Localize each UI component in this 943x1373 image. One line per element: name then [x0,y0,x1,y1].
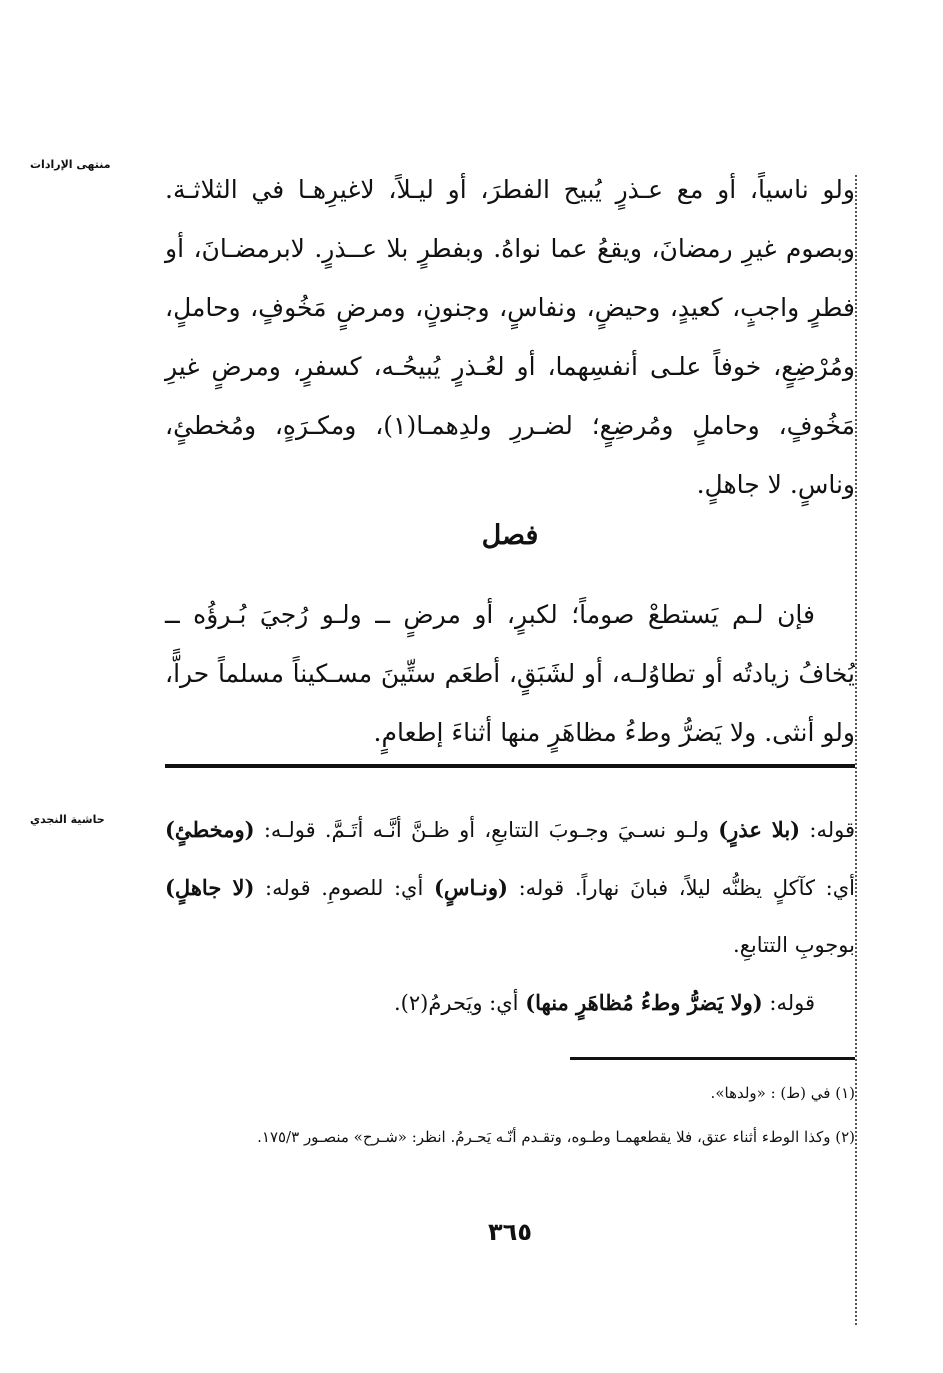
footnotes-block [165,1073,855,1157]
commentary-quote: (لا جاهلٍ) [165,875,255,900]
commentary-text: أي: كآكلٍ يظنُّه ليلاً، فبانَ نهاراً. قوله: [507,876,855,900]
commentary-paragraph-2 [165,974,855,1032]
commentary-quote: (بلا عذرٍ) [718,817,801,842]
commentary-text: قوله: [800,818,856,842]
footnote-rule [570,1057,855,1060]
commentary-quote: (ومخطئٍ) [165,817,255,842]
commentary-text: قوله: [762,991,815,1015]
separator-rule [165,764,855,768]
section-paragraph: فإن لـم يَستطعْ صوماً؛ لكبرٍ، أو مرضٍ ــ ولـو رُجيَ بُـرؤُه ــ يُخافُ زيادتُه أو تطاوُلـه، أو لشَبَقٍ، أطعَم ستِّينَ مسـكيناً مسلماً حراًّ، ولو أنثى. ولا يَضرُّ وطءُ مظاهَرٍ منها أثناءَ إطعامٍ. [165,600,855,747]
side-label-commentary: حاشية النجدي [30,813,105,826]
commentary-quote: (ولا يَضرُّ وطءُ مُظاهَرٍ منها) [525,990,763,1015]
commentary-text: ولـو نسـيَ وجـوبَ التتابعِ، أو ظـنَّ أنَّـه أتَـمَّ. قولـه: [254,818,719,842]
commentary-text: بوجوبِ التتابعِ. [733,933,855,957]
commentary-quote: (ونـاسٍ) [433,875,508,900]
section-text-block [165,585,855,762]
section-heading: فصل [481,520,539,551]
side-label-main-source: منتهى الإرادات [30,158,111,171]
main-paragraph: ولو ناسياً، أو مع عـذرٍ يُبيح الفطرَ، أو ليـلاً، لاغيرِهـا في الثلاثـة. وبصوم غيرِ رمضانَ، ويقعُ عما نواهُ. وبفطرٍ بلا عــذرٍ. لابرمضـانَ، أو فطرٍ واجبٍ، كعيدٍ، وحيضٍ، ونفاسٍ، وجنونٍ، ومرضٍ مَخُوفٍ، وحاملٍ، ومُرْضِعٍ، خوفاً علـى أنفسِهما، أو لعُـذرٍ يُبيحُـه، كسفرٍ، ومرضٍ غيرِ مَخُوفٍ، وحاملٍ ومُرضِعٍ؛ لضـررِ ولدِهمـا(١)، ومكـرَهٍ، ومُخطئٍ، وناسٍ. لا جاهلٍ. [165,175,855,499]
footnote-1: (١) في (ط) : «ولدها». [710,1084,855,1102]
commentary-block [165,801,855,1032]
commentary-text: أي: ويَحرمُ(٢). [394,991,526,1015]
margin-dotted-rule [855,175,857,1325]
page-number: ٣٦٥ [488,1218,532,1246]
footnote-2: (٢) وكذا الوطء أثناء عتق، فلا يقطعهمـا وطـوه، وتقـدم أنّـه يَحـرمُ. انظر: «شـرح» منصـور ١٧٥/٣. [257,1128,855,1146]
commentary-text: أي: للصومِ. قوله: [254,876,434,900]
commentary-paragraph-1 [165,801,855,974]
main-text-block [165,160,855,514]
